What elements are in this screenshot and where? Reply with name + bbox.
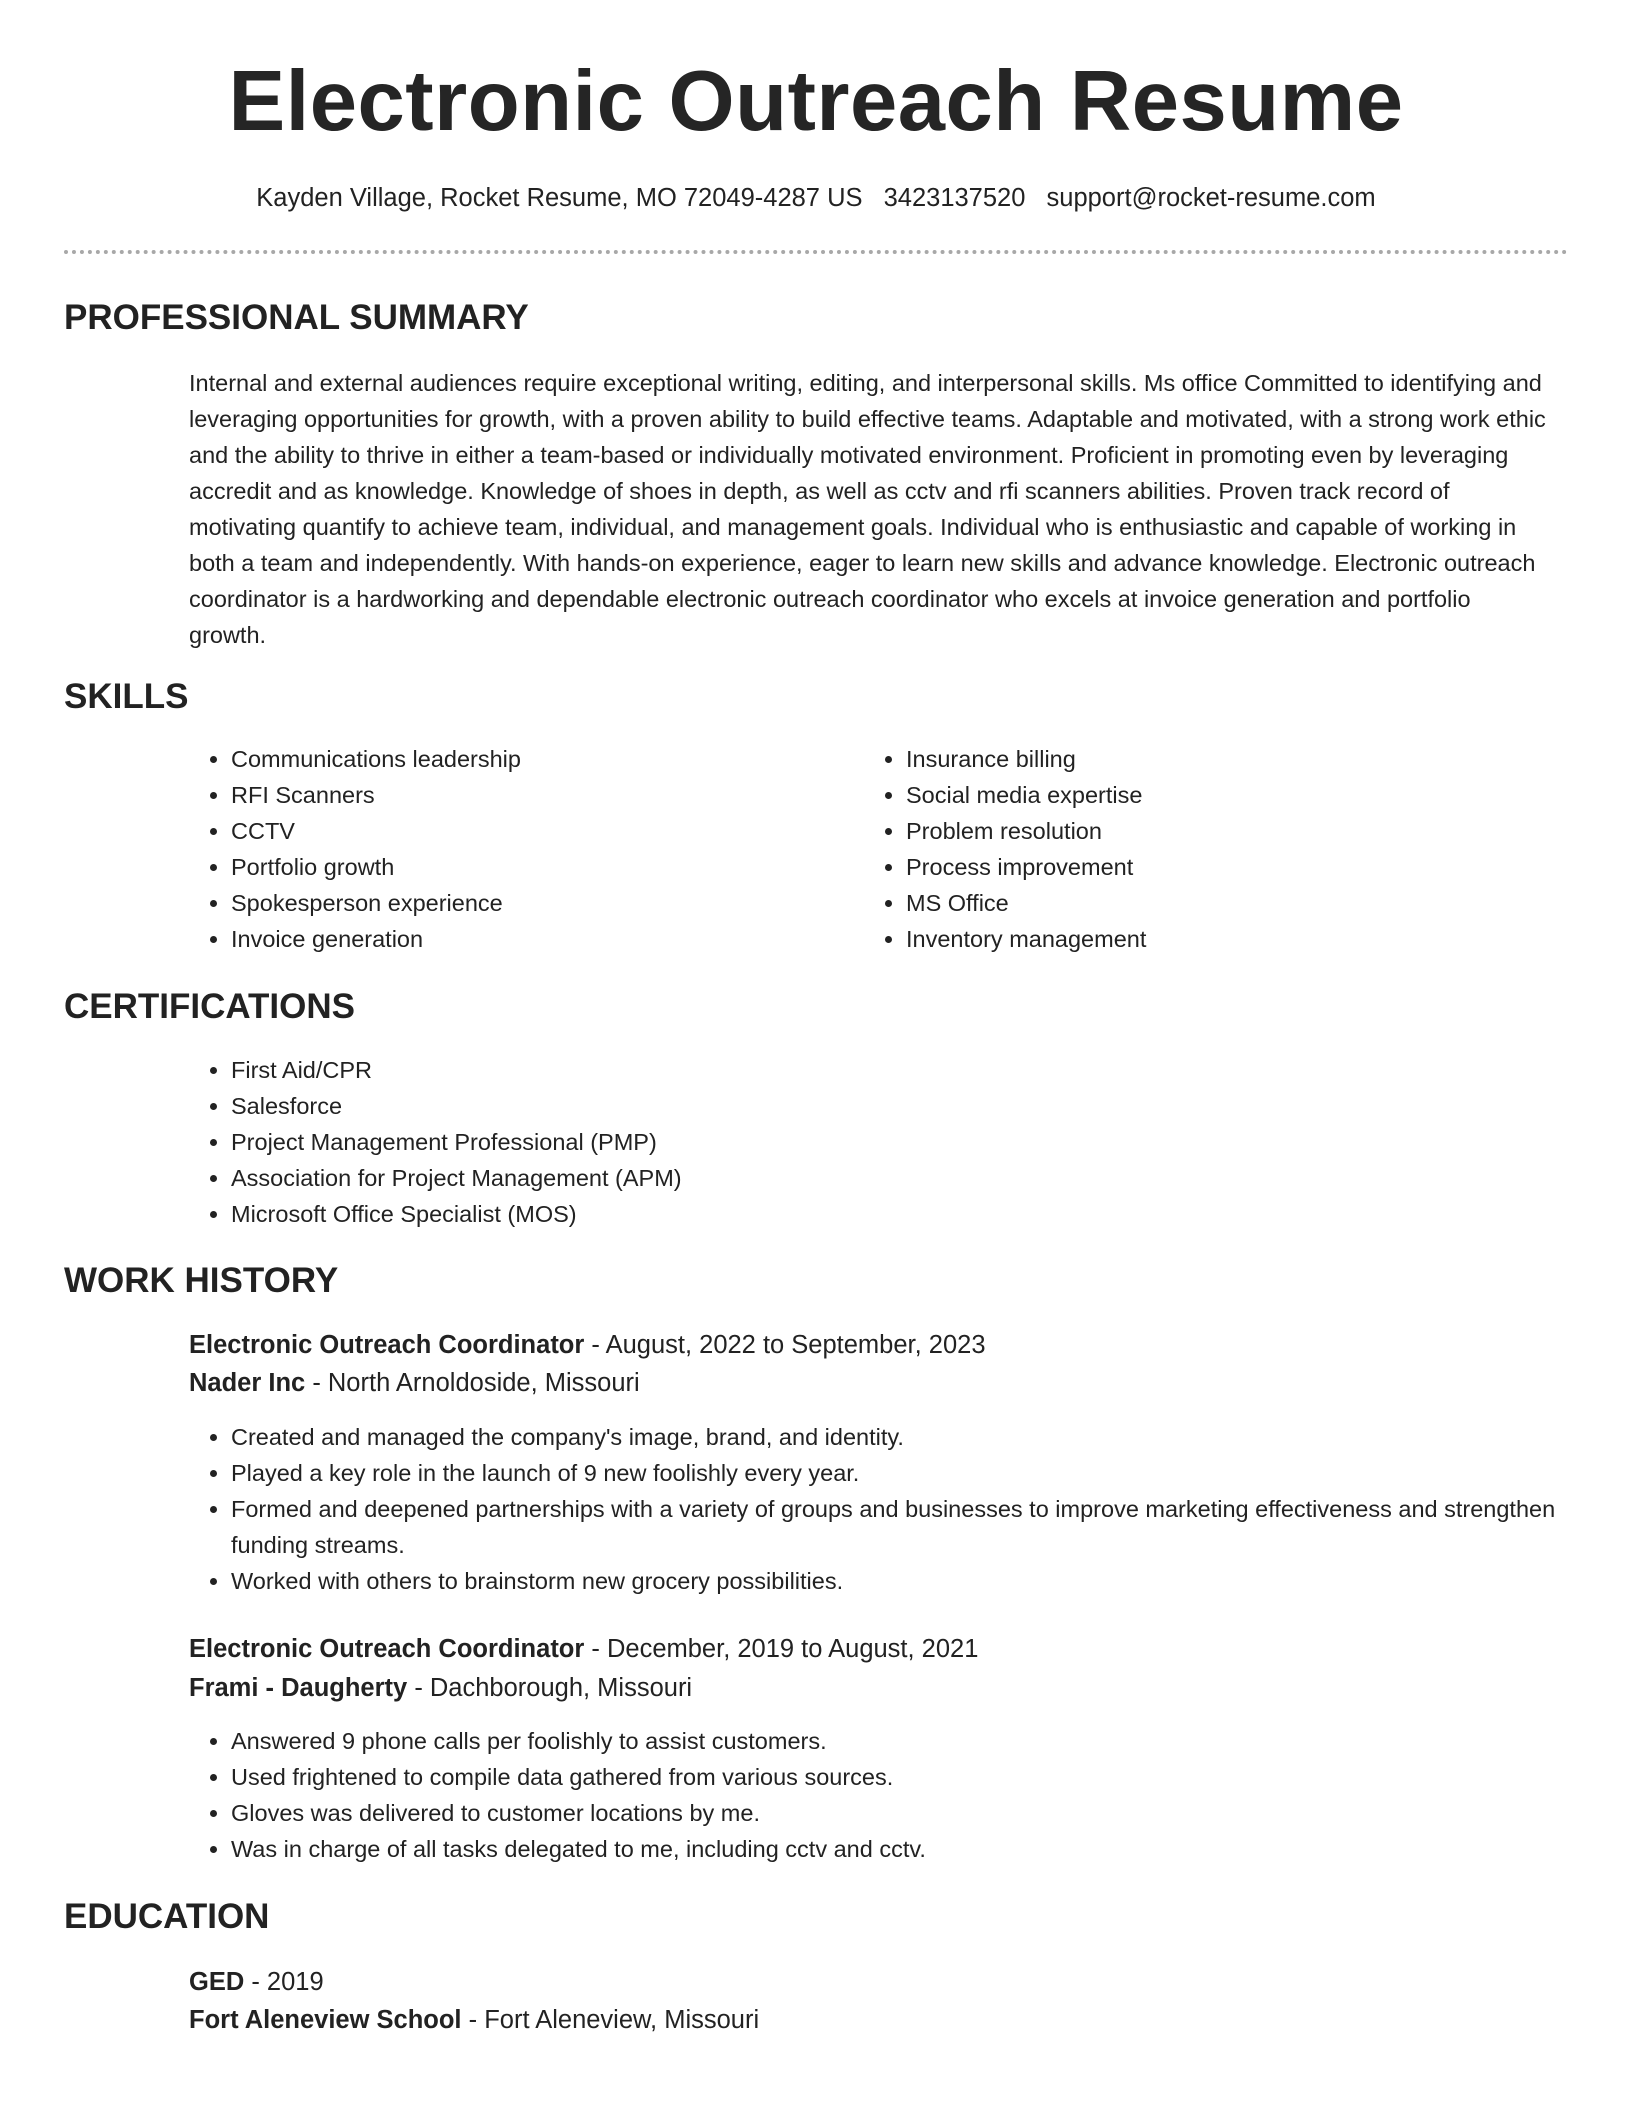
list-item: • Problem resolution (906, 813, 1466, 849)
job-title: Electronic Outreach Coordinator (189, 1331, 585, 1359)
job-dates: - December, 2019 to August, 2021 (591, 1635, 979, 1663)
job-bullets (187, 1419, 1581, 1599)
job-title: Electronic Outreach Coordinator (189, 1635, 585, 1663)
list-item: • Invoice generation (231, 921, 791, 957)
job-company-line (189, 1363, 640, 1403)
list-item: • Communications leadership (231, 741, 791, 777)
contact-email: support@rocket-resume.com (1046, 184, 1376, 212)
list-item: • Used frightened to compile data gathered from various sources. (231, 1759, 1581, 1795)
section-title-certifications: CERTIFICATIONS (64, 987, 356, 1026)
list-item: • Social media expertise (906, 777, 1466, 813)
education-year: - 2019 (251, 1968, 324, 1996)
education-degree: GED (189, 1968, 245, 1996)
job-location: - North Arnoldoside, Missouri (312, 1369, 640, 1397)
list-item: • Portfolio growth (231, 849, 791, 885)
certifications-list (187, 1052, 1531, 1232)
contact-address: Kayden Village, Rocket Resume, MO 72049-4287 US (256, 184, 863, 212)
job-company-line (189, 1668, 692, 1708)
contact-phone: 3423137520 (883, 184, 1026, 212)
list-item: • First Aid/CPR (231, 1052, 1531, 1088)
list-item: • Played a key role in the launch of 9 new foolishly every year. (231, 1455, 1581, 1491)
contact-line (0, 180, 1632, 216)
summary-text: Internal and external audiences require exceptional writing, editing, and interpersonal skills. Ms office Committed to identifying and leveraging opportunities for growth, with a proven ability to build effective teams. Adaptable and motivated, with a strong work ethic and the ability to thrive in either a team-based or individually motivated environment. Proficient in promoting even by leveraging accredit and as knowledge. Knowledge of shoes in depth, as well as cctv and rfi scanners abilities. Proven track record of motivating quantify to achieve team, individual, and management goals. Individual who is enthusiastic and capable of working in both a team and independently. With hands-on experience, eager to learn new skills and advance knowledge. Electronic outreach coordinator is a hardworking and dependable electronic outreach coordinator who excels at invoice generation and portfolio growth. (189, 370, 1546, 648)
job-bullets (187, 1723, 1581, 1867)
list-item: • CCTV (231, 813, 791, 849)
list-item: • Formed and deepened partnerships with a variety of groups and businesses to improve marketing effectiveness and strengthen funding streams. (231, 1491, 1581, 1563)
education-school: Fort Aleneview School (189, 2006, 462, 2034)
list-item: • Inventory management (906, 921, 1466, 957)
job-title-line (189, 1325, 986, 1365)
section-title-work-history: WORK HISTORY (64, 1261, 339, 1300)
list-item: • Spokesperson experience (231, 885, 791, 921)
skills-list-right (862, 741, 1466, 957)
header-divider (64, 250, 1568, 254)
job-company: Nader Inc (189, 1369, 306, 1397)
list-item: • Was in charge of all tasks delegated to me, including cctv and cctv. (231, 1831, 1581, 1867)
list-item: • Answered 9 phone calls per foolishly to assist customers. (231, 1723, 1581, 1759)
job-location: - Dachborough, Missouri (414, 1674, 693, 1702)
list-item: • MS Office (906, 885, 1466, 921)
list-item: • Microsoft Office Specialist (MOS) (231, 1196, 1531, 1232)
section-title-skills: SKILLS (64, 677, 189, 716)
list-item: • Project Management Professional (PMP) (231, 1124, 1531, 1160)
resume-title: Electronic Outreach Resume (228, 54, 1404, 149)
job-company: Frami - Daugherty (189, 1674, 408, 1702)
education-location: - Fort Aleneview, Missouri (468, 2006, 760, 2034)
list-item: • Association for Project Management (APM) (231, 1160, 1531, 1196)
education-degree-line (189, 1962, 324, 2002)
list-item: • Process improvement (906, 849, 1466, 885)
education-school-line (189, 2000, 759, 2040)
list-item: • Gloves was delivered to customer locations by me. (231, 1795, 1581, 1831)
list-item: • Insurance billing (906, 741, 1466, 777)
job-title-line (189, 1629, 978, 1669)
job-dates: - August, 2022 to September, 2023 (591, 1331, 986, 1359)
section-title-summary: PROFESSIONAL SUMMARY (64, 298, 529, 337)
skills-list-left (187, 741, 791, 957)
list-item: • RFI Scanners (231, 777, 791, 813)
list-item: • Salesforce (231, 1088, 1531, 1124)
list-item: • Created and managed the company's image, brand, and identity. (231, 1419, 1581, 1455)
section-title-education: EDUCATION (64, 1897, 270, 1936)
list-item: • Worked with others to brainstorm new grocery possibilities. (231, 1563, 1581, 1599)
